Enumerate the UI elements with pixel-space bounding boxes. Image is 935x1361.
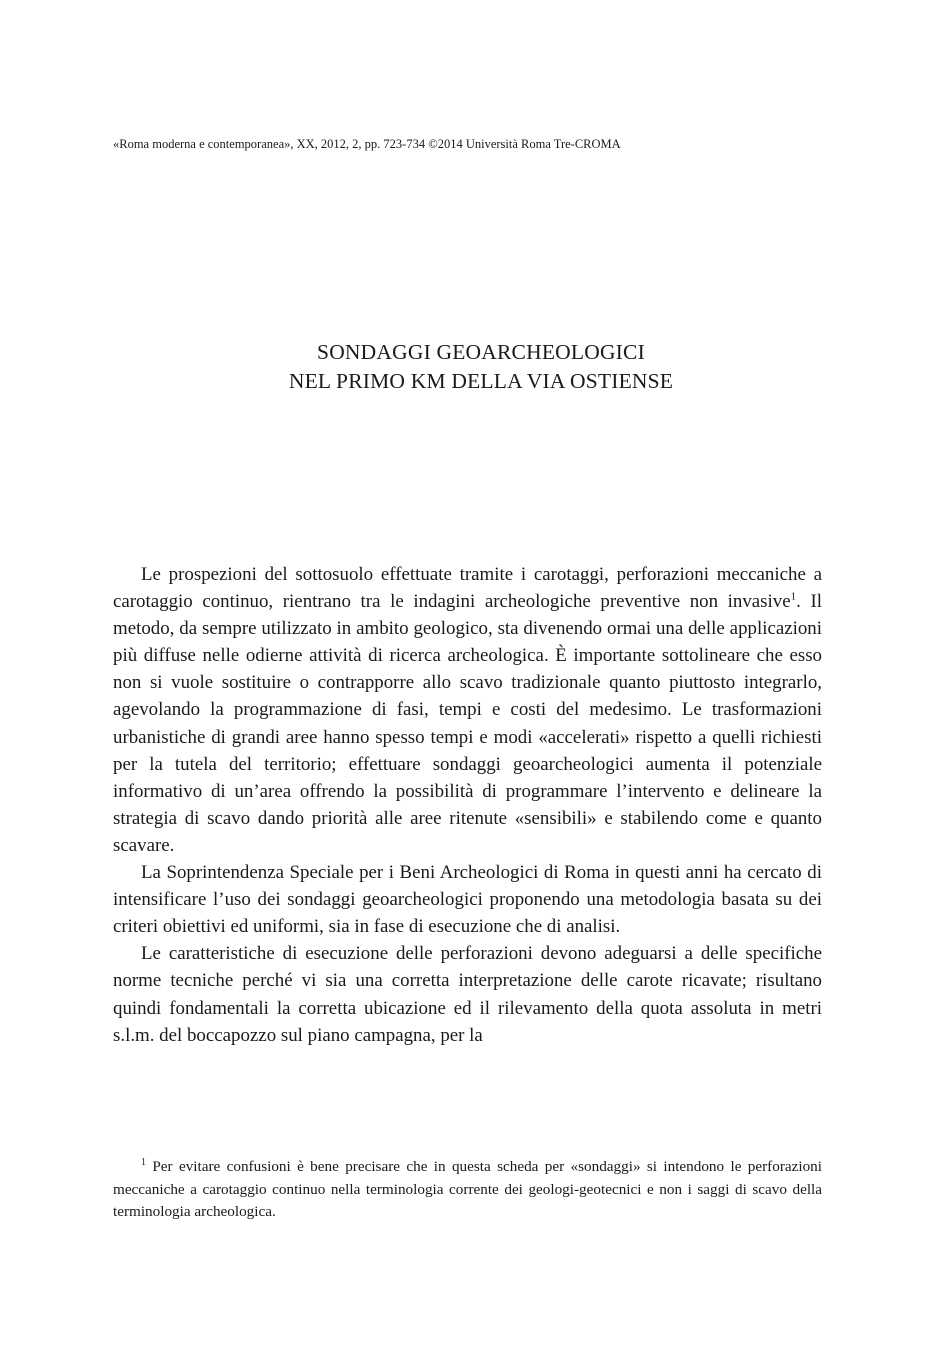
footnote-number: 1: [141, 1156, 146, 1168]
title-line-1: SONDAGGI GEOARCHEOLOGICI: [317, 340, 645, 364]
paragraph-1-continuation: . Il metodo, da sempre utilizzato in ambito geologico, sta divenendo ormai una delle applicazioni più diffuse nelle odierne attività di ricerca archeologica. È importante sottolineare che esso non si vuole sostituire o contrapporre allo scavo tradizionale quanto piuttosto integrarlo, agevolando la programmazione di fasi, tempi e costi del medesimo. Le trasformazioni urbanistiche di grandi aree hanno spesso tempi e modi «accelerati» rispetto a quelli richiesti per la tutela del territorio; effettuare sondaggi geoarcheologici aumenta il potenziale informativo di un’area offrendo la possibilità di programmare l’intervento e delineare la strategia di scavo dando priorità alle aree ritenute «sensibili» e stabilendo come e quanto scavare.: [113, 591, 822, 856]
footnote-1: [113, 1156, 822, 1224]
paragraph-2: La Soprintendenza Speciale per i Beni Archeologici di Roma in questi anni ha cercato di intensificare l’uso dei sondaggi geoarcheologici proponendo una metodologia basata su dei criteri obiettivi ed uniformi, sia in fase di esecuzione che di analisi.: [113, 862, 822, 938]
article-title: [0, 338, 935, 396]
footnote-reference[interactable]: 1: [790, 590, 797, 603]
running-head: «Roma moderna e contemporanea», XX, 2012, 2, pp. 723-734 ©2014 Università Roma Tre-CROMA: [113, 137, 621, 151]
paragraph-3: Le caratteristiche di esecuzione delle perforazioni devono adeguarsi a delle specifiche norme tecniche perché vi sia una corretta interpretazione delle carote ricavate; risultano quindi fondamentali la corretta ubicazione ed il rilevamento della quota assoluta in metri s.l.m. del boccapozzo sul piano campagna, per la: [113, 943, 822, 1046]
body-text: [113, 561, 822, 1049]
title-line-2: NEL PRIMO KM DELLA VIA OSTIENSE: [288, 369, 674, 393]
footnote-text: Per evitare confusioni è bene precisare che in questa scheda per «sondaggi» si intendono le perforazioni meccaniche a carotaggio continuo nella terminologia corrente dei geologi-geotecnici e non i saggi di scavo della terminologia archeologica.: [113, 1158, 822, 1221]
paragraph-1: [113, 561, 822, 859]
paragraph-1-text: Le prospezioni del sottosuolo effettuate tramite i carotaggi, perforazioni meccaniche a carotaggio continuo, rientrano tra le indagini archeologiche preventive non invasive: [113, 564, 822, 613]
footnote: [113, 1156, 822, 1224]
